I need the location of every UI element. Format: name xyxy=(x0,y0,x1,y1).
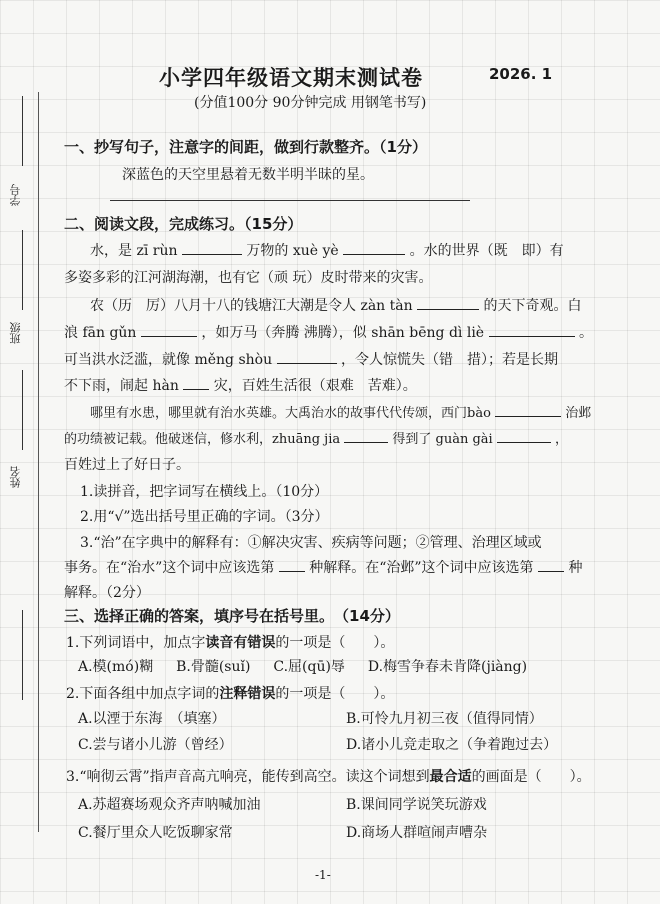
section-1-heading: 一、抄写句子，注意字的间距，做到行款整齐。（1分） xyxy=(64,138,427,156)
binding-margin xyxy=(0,0,52,904)
pinyin-blank[interactable] xyxy=(497,428,551,443)
answer-blank[interactable] xyxy=(279,557,305,572)
copy-sentence: 深蓝色的天空里悬着无数半明半昧的星。 xyxy=(122,167,374,183)
passage-text: 哪里有水患，哪里就有治水英雄。大禹治水的故事代代传颂，西门bào xyxy=(90,406,491,421)
option-b[interactable]: B.课间同学说笑玩游戏 xyxy=(346,797,487,813)
question-text: 种 xyxy=(568,560,583,576)
option-a[interactable]: A.模(mó)糊 xyxy=(78,659,154,675)
passage-text: 的天下奇观。白 xyxy=(483,298,582,314)
passage-line-6 xyxy=(64,375,417,395)
question-text: 1.下列词语中，加点字 xyxy=(66,635,206,651)
option-c[interactable]: C.餐厅里众人吃饭聊家常 xyxy=(78,825,233,841)
passage-line-3 xyxy=(90,295,582,315)
pinyin-blank[interactable] xyxy=(141,322,197,337)
passage-text: 浪 fān gǔn xyxy=(64,325,137,341)
passage-text: 灾，百姓生活很（艰难 苦难）。 xyxy=(213,378,417,394)
option-a[interactable]: A.以湮于东海 （填塞） xyxy=(78,711,226,727)
question-3-3 xyxy=(66,766,591,786)
option-d[interactable]: D.梅雪争春未肯降(jiàng) xyxy=(367,659,528,675)
binding-line xyxy=(38,92,39,832)
binding-mark xyxy=(22,610,23,700)
answer-blank[interactable] xyxy=(538,557,564,572)
passage-text: 。水的世界（既 即）有 xyxy=(409,243,564,259)
name-blank xyxy=(22,370,23,450)
question-2-3-line-1: 3.“治”在字典中的解释有：①解决灾害、疾病等问题；②管理、治理区域或 xyxy=(80,535,542,551)
question-text: 3.“响彻云霄”指声音高亢响亮，能传到高空。读这个词想到 xyxy=(66,769,430,785)
question-3-2 xyxy=(66,683,394,703)
title-row xyxy=(159,62,579,92)
emphasis-text: 读音有错误 xyxy=(205,635,276,651)
passage-text: 水，是 zī rùn xyxy=(90,243,178,259)
passage-text: 万物的 xuè yè xyxy=(246,243,339,259)
passage-line-8 xyxy=(64,428,568,447)
pinyin-blank[interactable] xyxy=(183,375,209,390)
option-b[interactable]: B.可怜九月初三夜（值得同情） xyxy=(346,711,543,727)
question-text: 的一项是（ ）。 xyxy=(275,635,395,651)
student-id-blank xyxy=(22,96,23,166)
question-text: 事务。在“治水”这个词中应该选第 xyxy=(64,560,275,576)
question-3-1 xyxy=(66,632,394,652)
passage-text: ，如万马（奔腾 沸腾），似 shān bēng dì liè xyxy=(201,325,485,341)
exam-subtitle: (分值100分 90分钟完成 用钢笔书写) xyxy=(194,95,427,111)
passage-text: ，令人惊慌失（错 措）；若是长期 xyxy=(341,352,558,368)
student-id-label: 学号 xyxy=(9,184,22,206)
passage-text: 农（历 厉）八月十八的钱塘江大潮是令人 zàn tàn xyxy=(90,298,413,314)
option-b[interactable]: B.骨髓(suǐ) xyxy=(176,659,251,675)
passage-line-9: 百姓过上了好日子。 xyxy=(64,457,190,473)
question-2-1: 1.读拼音，把字词写在横线上。（10分） xyxy=(80,484,329,500)
question-text: 2.下面各组中加点字词的 xyxy=(66,686,220,702)
question-3-1-options xyxy=(78,656,527,676)
exam-date: 2026. 1 xyxy=(489,65,553,83)
copy-answer-line[interactable] xyxy=(110,200,470,201)
passage-text: 得到了 guàn gài xyxy=(392,432,493,447)
pinyin-blank[interactable] xyxy=(182,240,242,255)
exam-title: 小学四年级语文期末测试卷 xyxy=(159,66,423,90)
passage-line-4 xyxy=(64,322,593,342)
passage-line-7 xyxy=(90,402,591,421)
name-label: 姓名 xyxy=(9,466,22,488)
passage-text: 可当洪水泛滥，就像 měng shòu xyxy=(64,352,273,368)
option-c[interactable]: C.屈(qū)辱 xyxy=(273,659,345,675)
pinyin-blank[interactable] xyxy=(343,240,405,255)
pinyin-blank[interactable] xyxy=(344,428,388,443)
page-number: -1- xyxy=(315,868,331,882)
passage-text: 。 xyxy=(579,325,593,341)
passage-text: 治邺 xyxy=(565,406,592,421)
passage-text: 的功绩被记载。他破迷信，修水利，zhuāng jia xyxy=(64,432,341,447)
question-text: 种解释。在“治邺”这个词中应该选第 xyxy=(309,560,534,576)
option-c[interactable]: C.尝与诸小儿游（曾经） xyxy=(78,737,233,753)
passage-text: ， xyxy=(555,432,569,447)
question-2-3-line-3: 解释。（2分） xyxy=(64,585,150,601)
question-text: 的画面是（ ）。 xyxy=(471,769,591,785)
emphasis-text: 最合适 xyxy=(429,769,472,785)
passage-line-5 xyxy=(64,349,558,369)
section-2-heading: 二、阅读文段，完成练习。（15分） xyxy=(64,215,303,233)
passage-text: 不下雨，闹起 hàn xyxy=(64,378,179,394)
passage-line-1 xyxy=(90,240,564,260)
pinyin-blank[interactable] xyxy=(277,349,337,364)
class-label: 班级 xyxy=(9,322,22,344)
question-text: 的一项是（ ）。 xyxy=(275,686,395,702)
class-blank xyxy=(22,230,23,310)
pinyin-blank[interactable] xyxy=(489,322,575,337)
option-a[interactable]: A.苏超赛场观众齐声呐喊加油 xyxy=(78,797,261,813)
section-3-heading: 三、选择正确的答案，填序号在括号里。 （14分） xyxy=(64,607,400,625)
question-2-3-line-2 xyxy=(64,557,582,577)
option-d[interactable]: D.商场人群喧闹声嘈杂 xyxy=(346,825,488,841)
option-d[interactable]: D.诸小儿竞走取之（争着跑过去） xyxy=(346,737,558,753)
pinyin-blank[interactable] xyxy=(417,295,479,310)
emphasis-text: 注释错误 xyxy=(219,686,276,702)
passage-line-2: 多姿多彩的江河湖海潮，也有它（顽 玩）皮时带来的灾害。 xyxy=(64,270,433,286)
question-2-2: 2.用“√”选出括号里正确的字词。（3分） xyxy=(80,509,329,525)
pinyin-blank[interactable] xyxy=(495,402,561,417)
